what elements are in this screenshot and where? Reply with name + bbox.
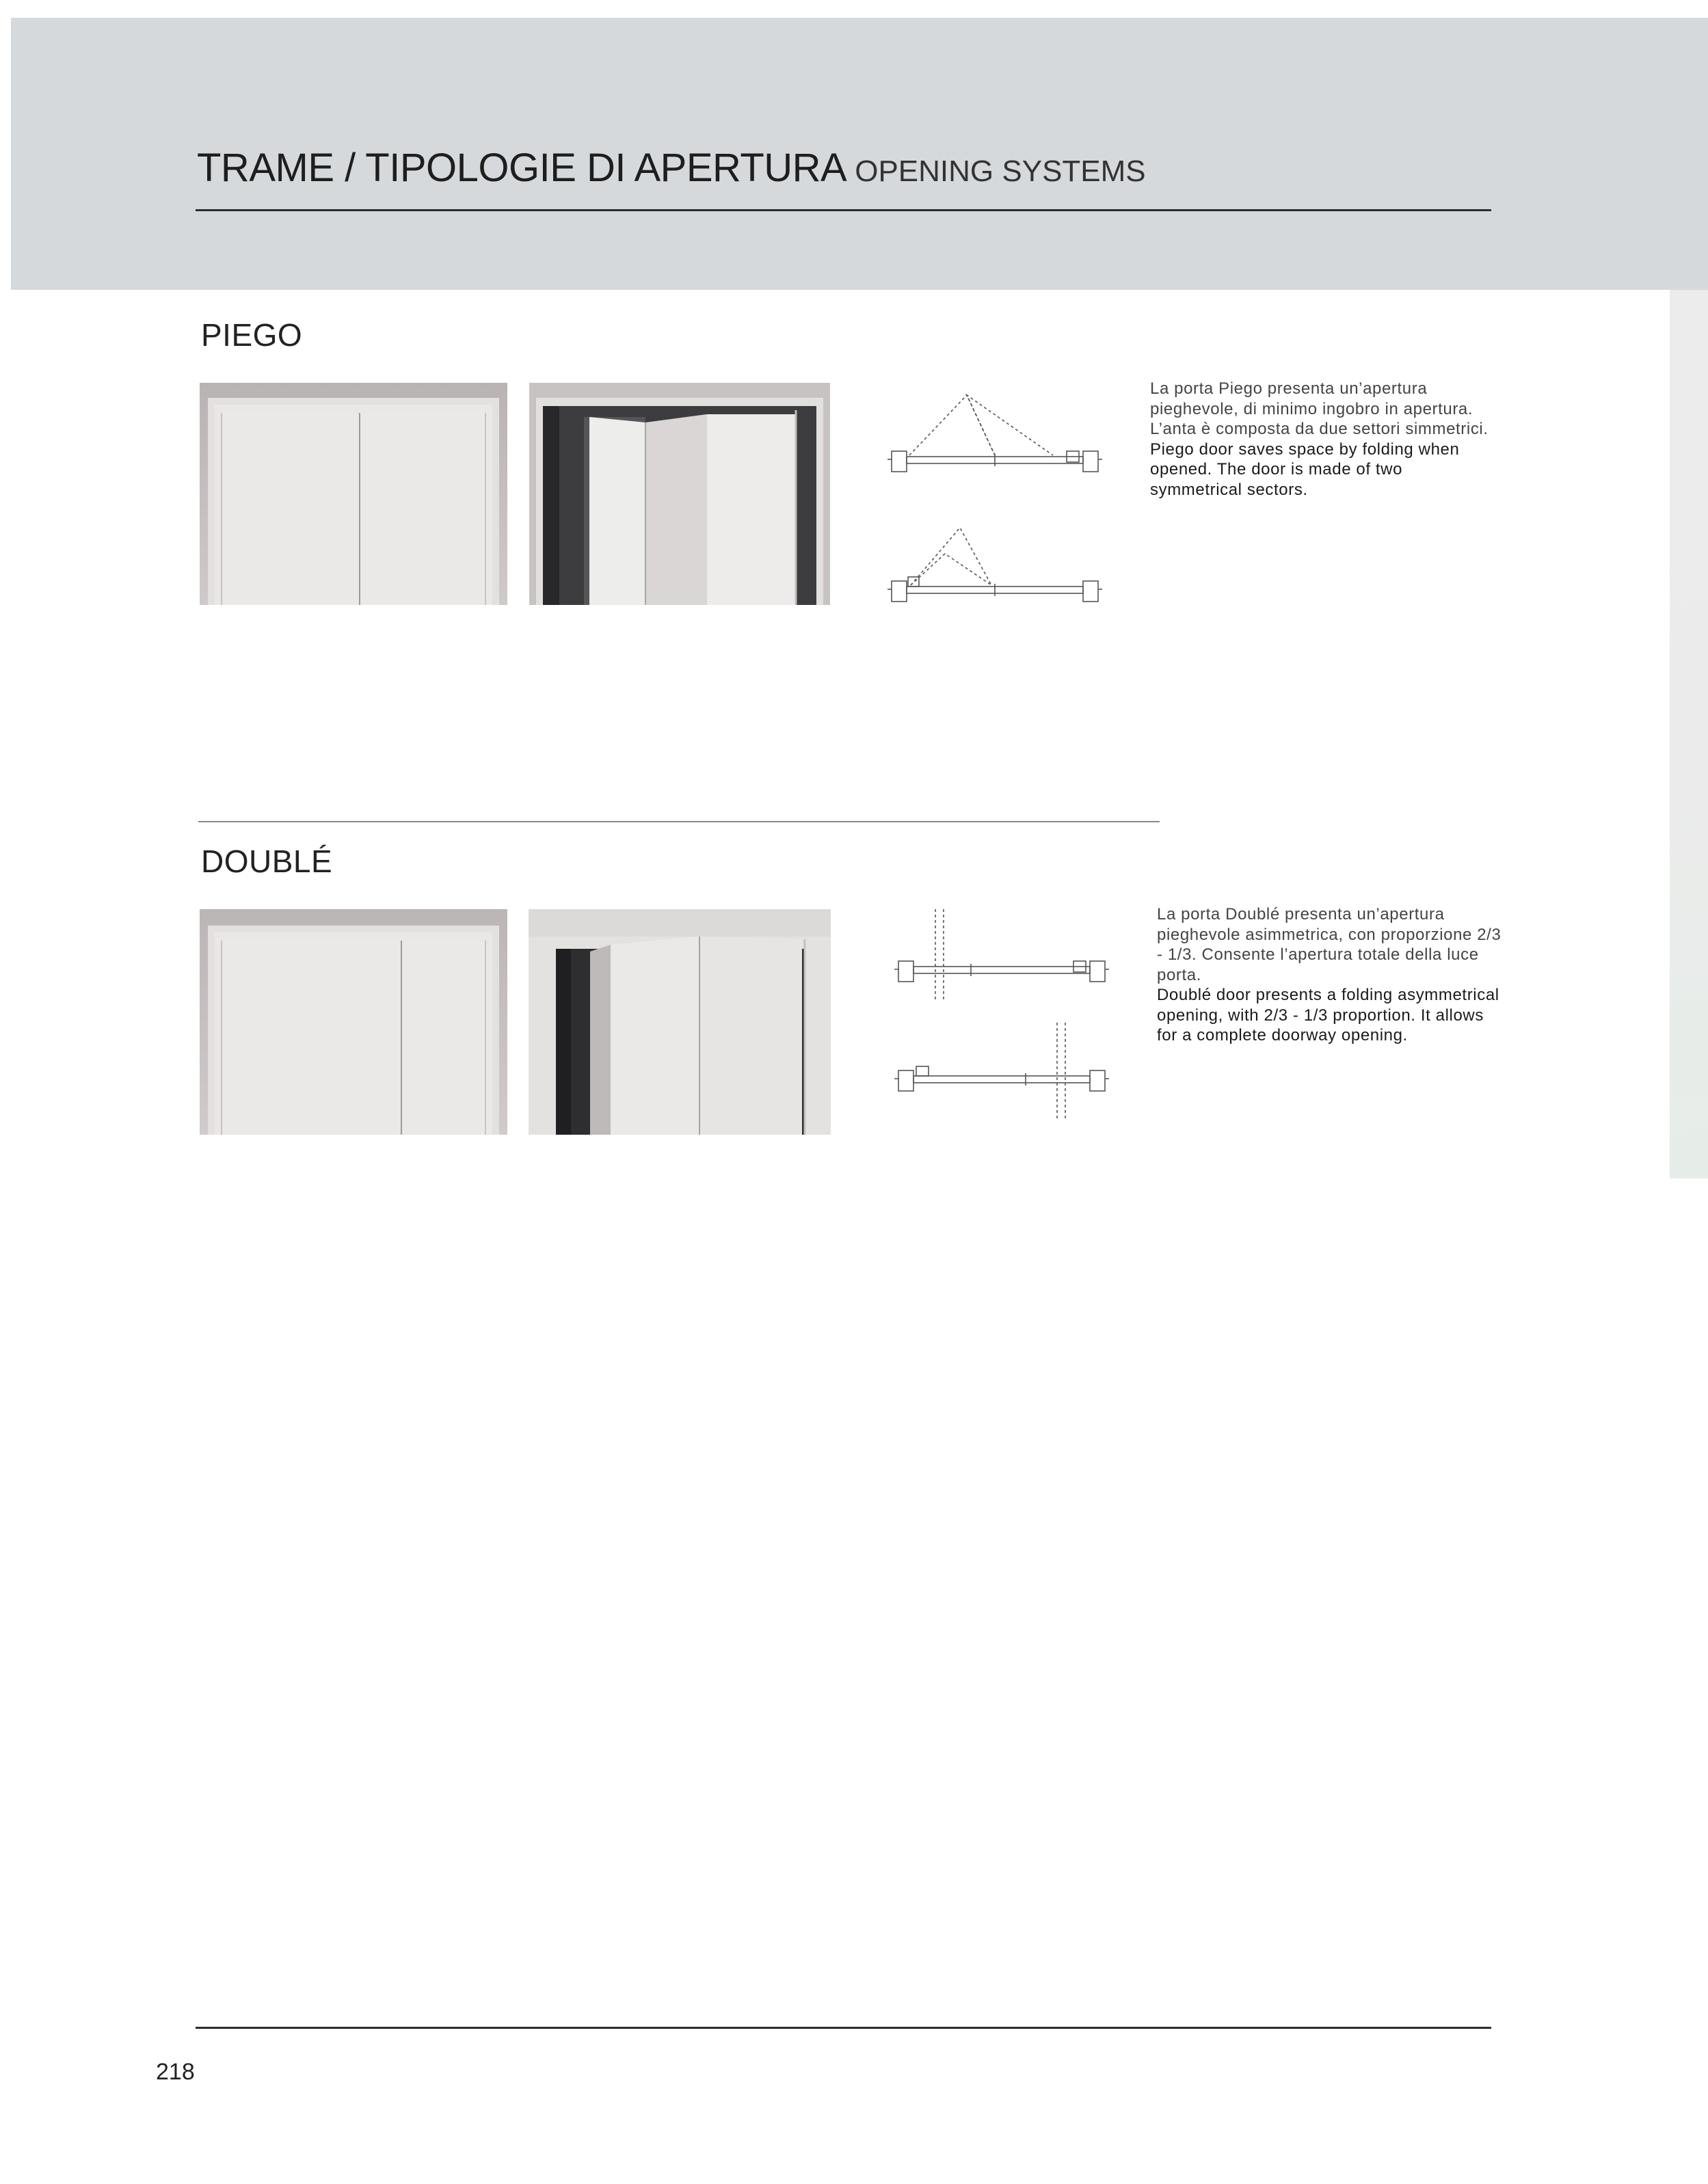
piego-description [1150,379,1492,500]
double-open-photo [529,909,831,1135]
page-subtitle: OPENING SYSTEMS [855,154,1146,188]
double-opening-diagram [889,906,1115,1132]
section-title-piego: PIEGO [201,317,303,353]
piego-description-it: La porta Piego presenta un’apertura pieghevole, di minimo ingobro in apertura. L’anta è composta da due settori simmetrici. [1150,379,1489,438]
section-divider [198,821,1160,822]
page-number: 218 [156,2059,195,2085]
double-description [1157,904,1506,1046]
double-closed-photo [200,909,507,1135]
title-rule [196,209,1491,211]
section-title-double: DOUBLÉ [201,844,333,879]
page-title [197,145,1146,191]
double-description-it: La porta Doublé presenta un’apertura pieghevole asimmetrica, con proporzione 2/3 - 1/3. Consente l’apertura totale della luce porta. [1157,905,1502,984]
page-title-main: TRAME / TIPOLOGIE DI APERTURA [197,146,847,190]
double-description-en: Doublé door presents a folding asymmetrical opening, with 2/3 - 1/3 proportion. It allows for a complete doorway opening. [1157,986,1499,1044]
piego-open-photo [529,383,830,605]
footer-rule [196,2027,1491,2029]
side-strip [1670,290,1708,1178]
piego-closed-photo [200,383,507,605]
piego-description-en: Piego door saves space by folding when opened. The door is made of two symmetrical sectors. [1150,440,1460,499]
piego-opening-diagram [882,383,1108,608]
